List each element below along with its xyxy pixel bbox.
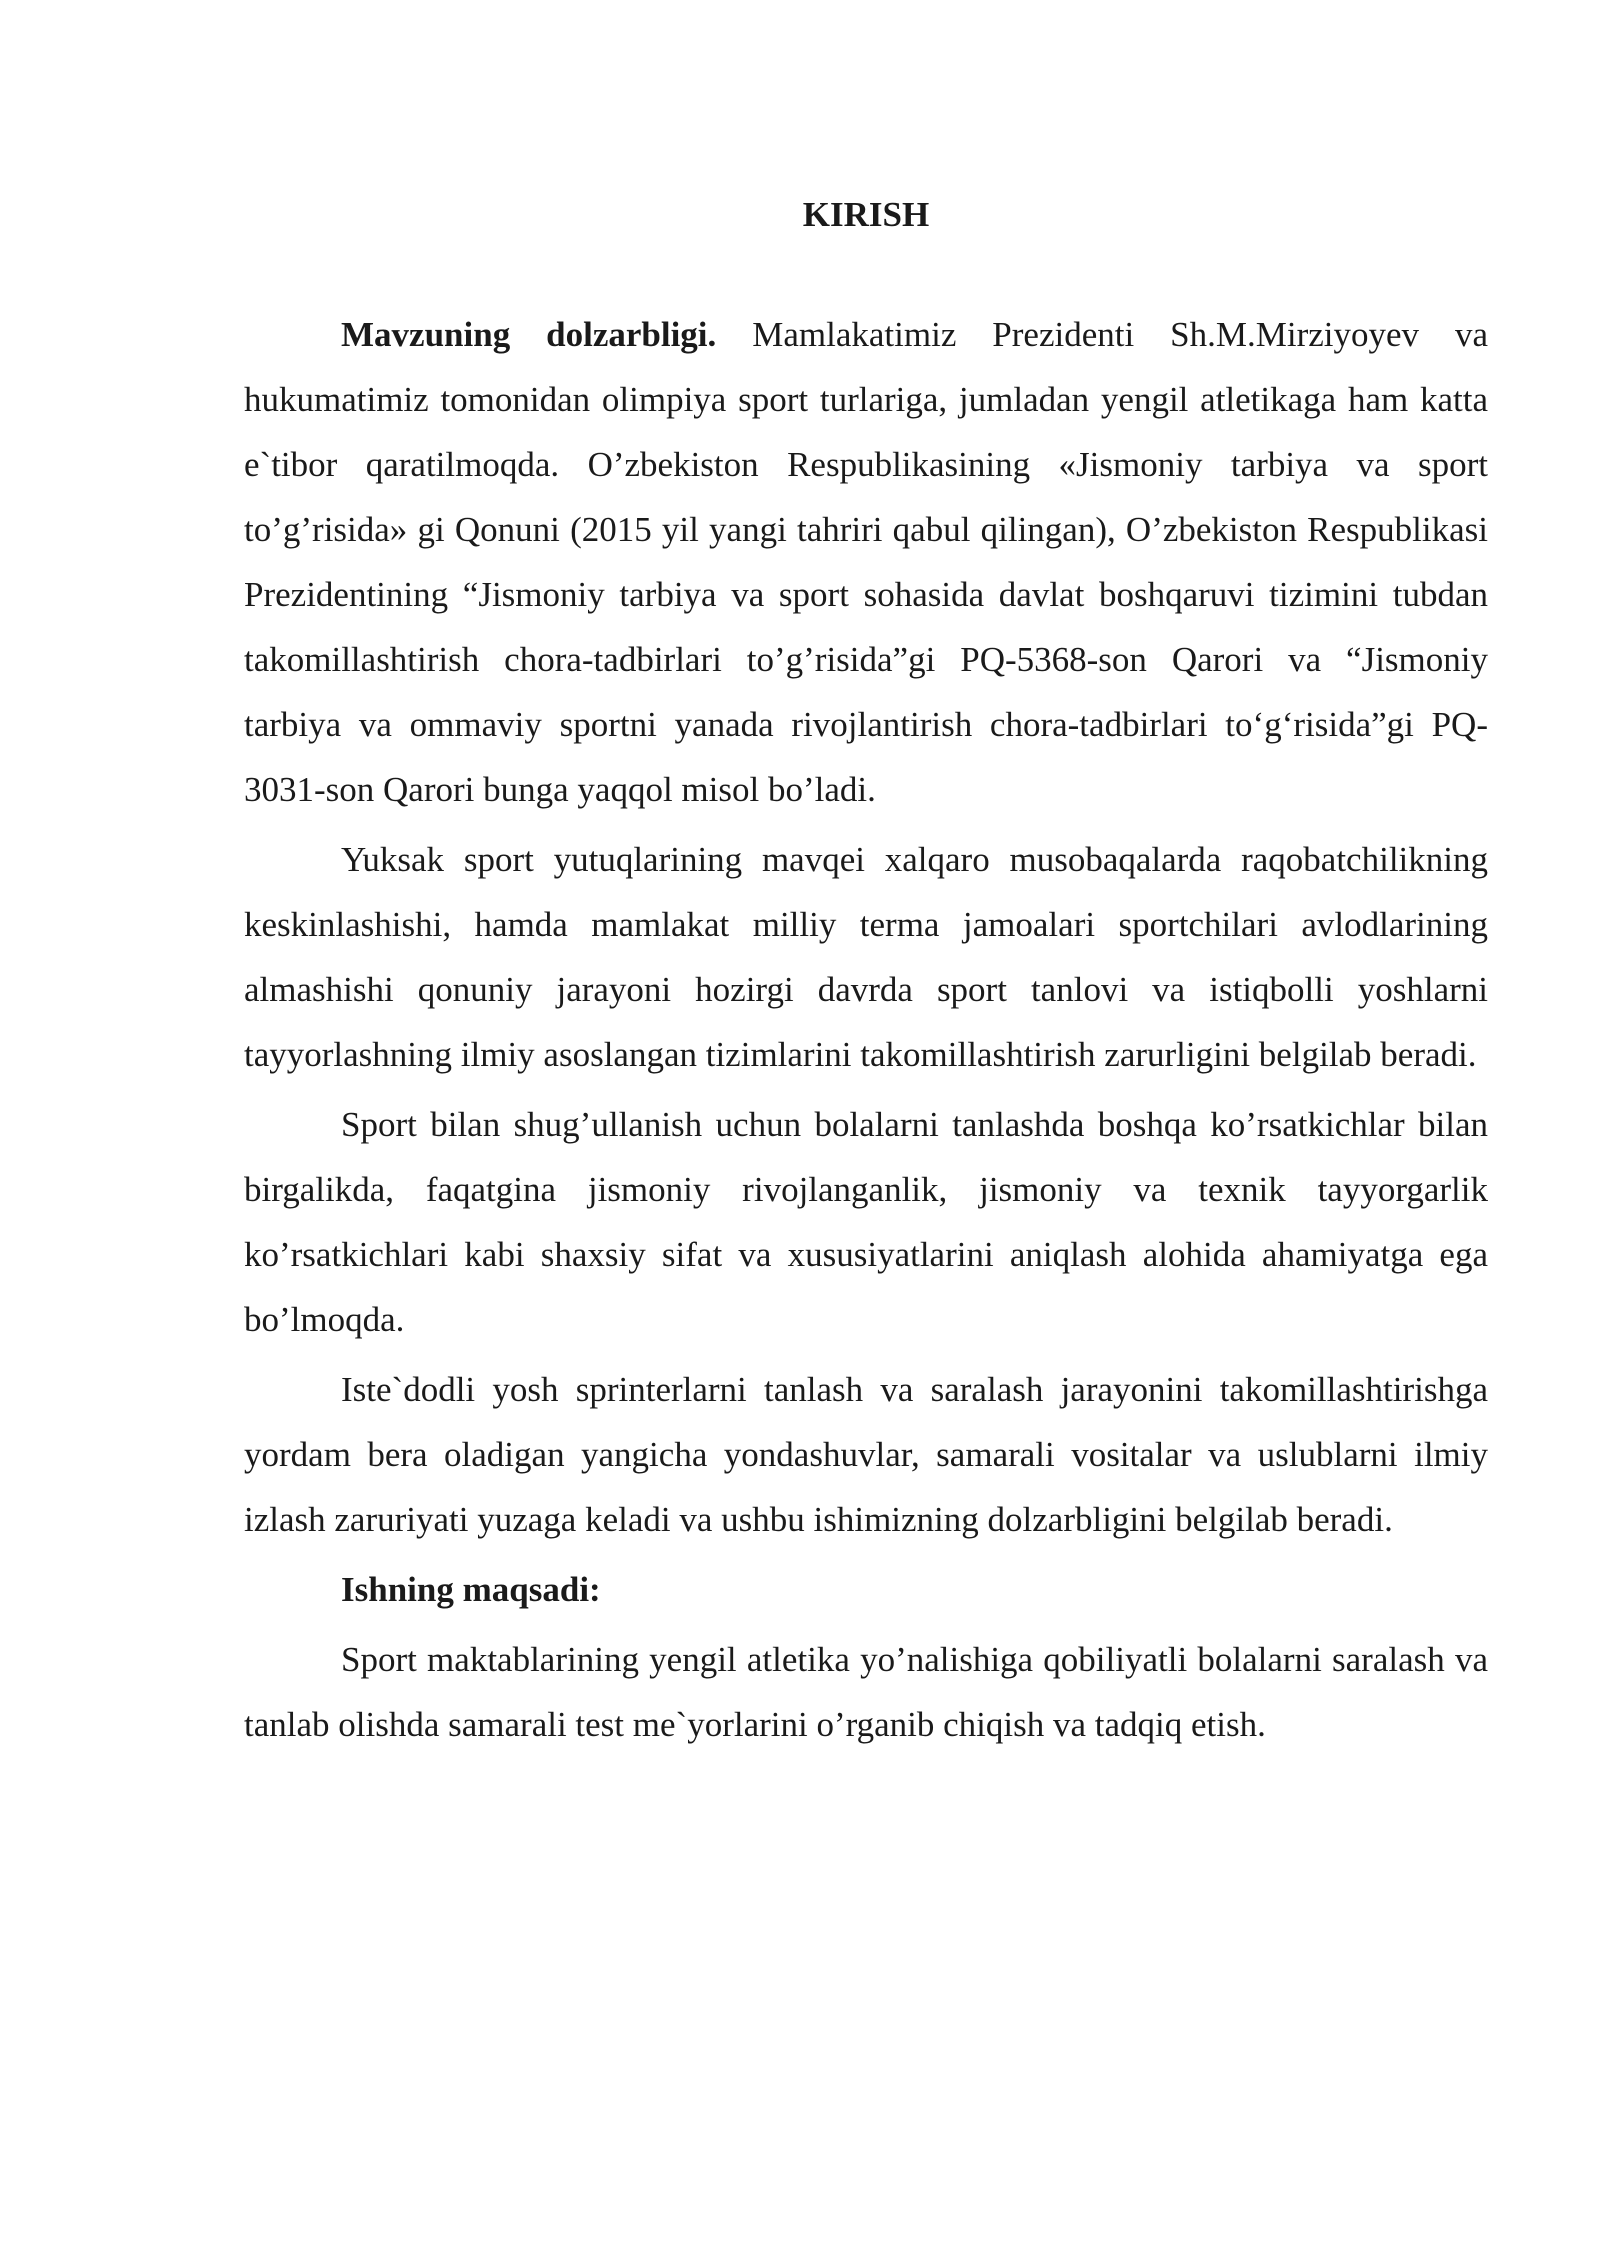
paragraph-relevance <box>244 302 1488 822</box>
relevance-text: Mamlakatimiz Prezidenti Sh.M.Mirziyoyev va hukumatimiz tomonidan olimpiya sport turlariga, jumladan yengil atletikaga ham katta e`tibor qaratilmoqda. O’zbekiston Respublikasining «Jismoniy tarbiya va sport to’g’risida» gi Qonuni (2015 yil yangi tahriri qabul qilingan), O’zbekiston Respublikasi Prezidentining “Jismoniy tarbiya va sport sohasida davlat boshqaruvi tizimini tubdan takomillashtirish chora-tadbirlari to’g’risida”gi PQ-5368-son Qarori va “Jismoniy tarbiya va ommaviy sportni yanada rivojlantirish chora-tadbirlari to‘g‘risida”gi PQ-3031-son Qarori bunga yaqqol misol bo’ladi. <box>244 315 1488 809</box>
paragraph-sport-achievements: Yuksak sport yutuqlarining mavqei xalqaro musobaqalarda raqobatchilikning keskinlashishi, hamda mamlakat milliy terma jamoalari sportchilari avlodlarining almashishi qonuniy jarayoni hozirgi davrda sport tanlovi va istiqbolli yoshlarni tayyorlashning ilmiy asoslangan tizimlarini takomillashtirish zarurligini belgilab beradi. <box>244 840 1488 1074</box>
paragraph-selection: Sport bilan shug’ullanish uchun bolalarni tanlashda boshqa ko’rsatkichlar bilan birgalikda, faqatgina jismoniy rivojlanganlik, jismoniy va texnik tayyorgarlik ko’rsatkichlari kabi shaxsiy sifat va xususiyatlarini aniqlash alohida ahamiyatga ega bo’lmoqda. <box>244 1105 1488 1339</box>
document-body <box>244 302 1488 1762</box>
paragraph-sprinters: Iste`dodli yosh sprinterlarni tanlash va saralash jarayonini takomillashtirishga yordam bera oladigan yangicha yondashuvlar, samarali vositalar va uslublarni ilmiy izlash zaruriyati yuzaga keladi va ushbu ishimizning dolzarbligini belgilab beradi. <box>244 1370 1488 1539</box>
relevance-lead: Mavzuning dolzarbligi. <box>341 315 717 354</box>
document-title: KIRISH <box>802 195 930 234</box>
paragraph-goal: Sport maktablarining yengil atletika yo’nalishiga qobiliyatli bolalarni saralash va tanlab olishda samarali test me`yorlarini o’rganib chiqish va tadqiq etish. <box>244 1640 1488 1744</box>
goal-heading: Ishning maqsadi: <box>341 1570 601 1609</box>
